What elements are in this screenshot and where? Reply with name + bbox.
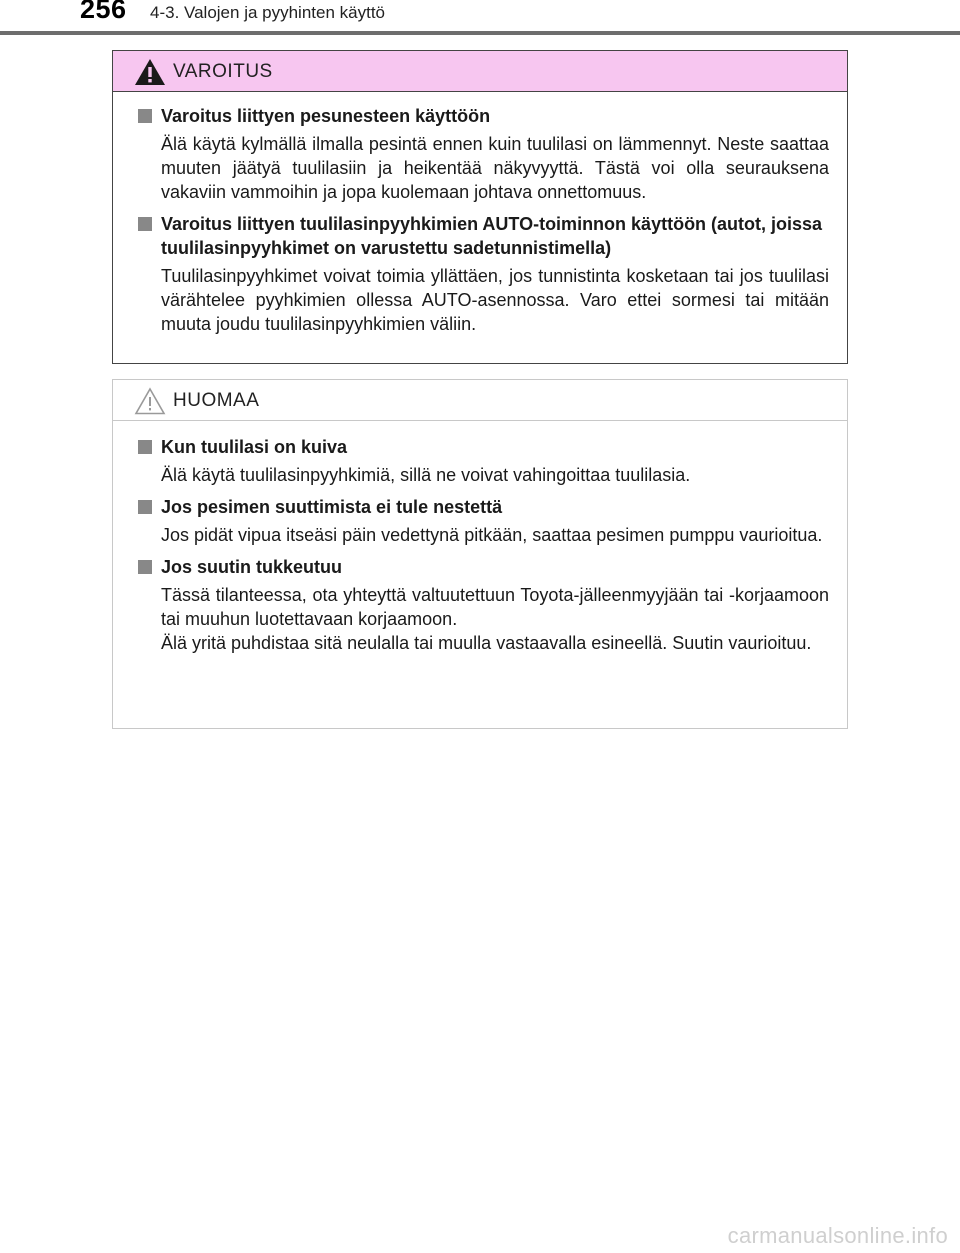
warning-header (113, 51, 847, 92)
notice-item (137, 555, 829, 655)
warning-item-title: Varoitus liittyen tuulilasinpyyhkimien AUTO-toiminnon käyttöön (autot, joissa tuulilasinpyyhkimet on varustettu sadetunnistimella) (161, 214, 823, 258)
notice-box (112, 379, 848, 729)
warning-title: VAROITUS (173, 61, 273, 82)
square-bullet-icon (138, 500, 152, 514)
notice-title: HUOMAA (173, 390, 260, 411)
notice-item-text: Tässä tilanteessa, ota yhteyttä valtuutettuun Toyota-jälleenmyyjään tai -korjaamoon tai muuhun luotettavaan korjaamoon. (161, 585, 829, 629)
notice-header (113, 380, 847, 421)
header-rule (0, 31, 960, 35)
notice-item-title: Jos suutin tukkeutuu (161, 557, 343, 577)
notice-item (137, 495, 829, 547)
square-bullet-icon (138, 560, 152, 574)
square-bullet-icon (138, 440, 152, 454)
notice-item-title: Jos pesimen suuttimista ei tule nestettä (161, 497, 503, 517)
watermark: carmanualsonline.info (727, 1223, 948, 1248)
warning-item (137, 104, 829, 204)
notice-item-text: Älä käytä tuulilasinpyyhkimiä, sillä ne voivat vahingoittaa tuulilasia. (161, 465, 691, 485)
caution-triangle-icon (133, 386, 167, 416)
notice-item-title: Kun tuulilasi on kuiva (161, 437, 348, 457)
page-number: 256 (80, 0, 127, 24)
warning-item-text: Tuulilasinpyyhkimet voivat toimia yllättäen, jos tunnistinta kosketaan tai jos tuulilasi värähtelee pyyhkimien ollessa AUTO-asennossa. Varo ettei sormesi tai mitään muuta joudu tuulilasinpyyhkimien väliin. (161, 266, 829, 334)
warning-item-title: Varoitus liittyen pesunesteen käyttöön (161, 106, 491, 126)
warning-box (112, 50, 848, 364)
notice-item-text: Älä yritä puhdistaa sitä neulalla tai muulla vastaavalla esineellä. Suutin vaurioituu. (161, 633, 812, 653)
section-title: 4-3. Valojen ja pyyhinten käyttö (150, 3, 385, 22)
square-bullet-icon (138, 109, 152, 123)
warning-item-text: Älä käytä kylmällä ilmalla pesintä ennen kuin tuulilasi on lämmennyt. Neste saattaa muuten jäätyä tuulilasiin ja heikentää näkyvyyttä. Tästä voi olla seurauksena vakaviin vammoihin ja jopa kuolemaan johtava onnettomuus. (161, 134, 829, 202)
notice-item (137, 435, 829, 487)
notice-item-text: Jos pidät vipua itseäsi päin vedettynä pitkään, saattaa pesimen pumppu vaurioitua. (161, 525, 823, 545)
warning-item (137, 212, 829, 336)
square-bullet-icon (138, 217, 152, 231)
warning-triangle-icon (133, 57, 167, 87)
